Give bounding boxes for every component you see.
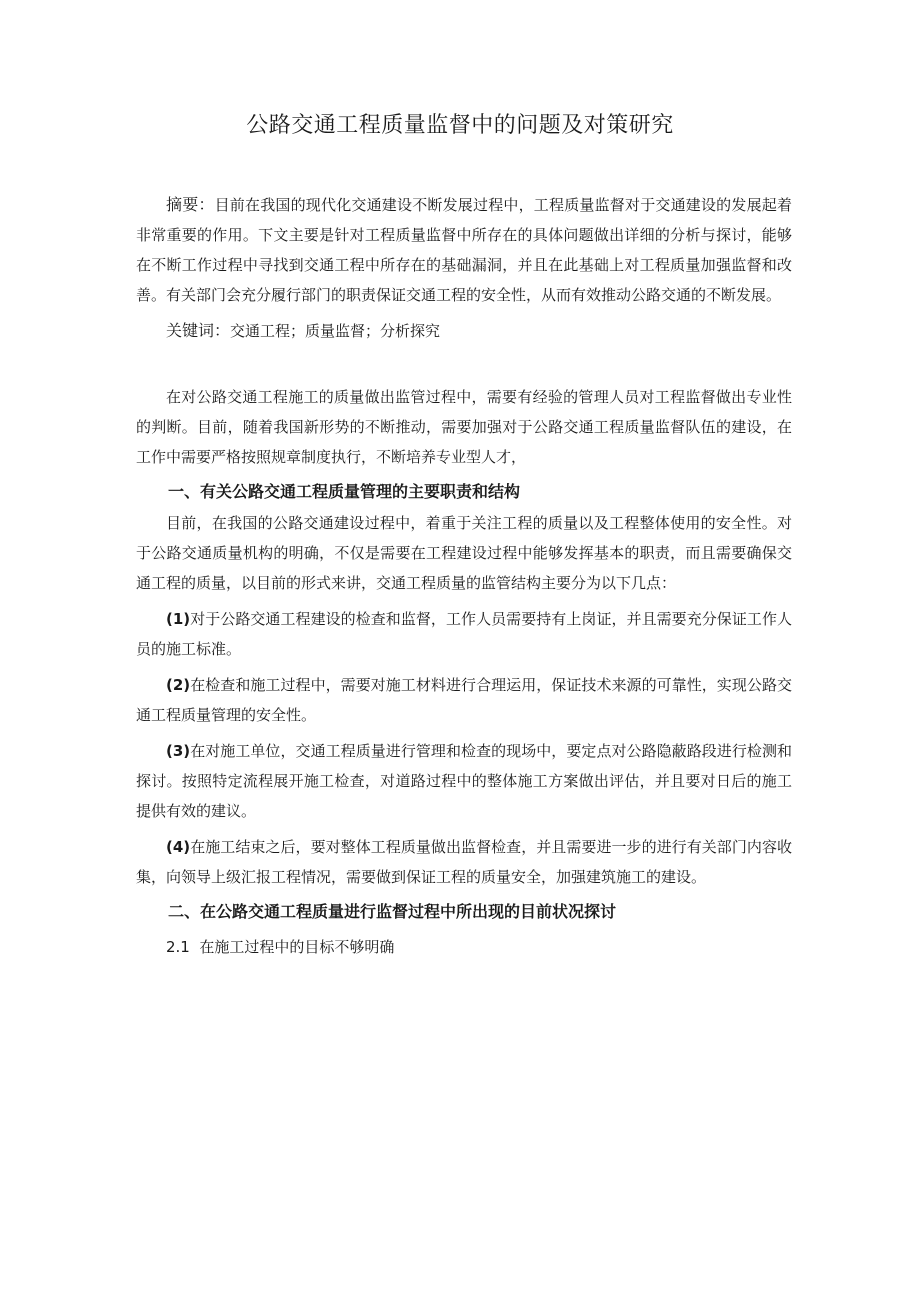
list-item-1 [136,604,792,664]
spacer [136,346,792,382]
list-item-3 [136,736,792,826]
intro-paragraph: 在对公路交通工程施工的质量做出监管过程中，需要有经验的管理人员对工程监督做出专业性的判断。目前，随着我国新形势的不断推动，需要加强对于公路交通工程质量监督队伍的建设，在工作中需要严格按照规章制度执行，不断培养专业型人才， [136,388,792,466]
list-item-number: (3) [166,742,191,760]
list-item-number: (1) [166,610,191,628]
document-title: 公路交通工程质量监督中的问题及对策研究 [246,113,674,138]
abstract-text: 目前在我国的现代化交通建设不断发展过程中，工程质量监督对于交通建设的发展起着非常重要的作用。下文主要是针对工程质量监督中所存在的具体问题做出详细的分析与探讨，能够在不断工作过程中寻找到交通工程中所存在的基础漏洞，并且在此基础上对工程质量加强监督和改善。有关部门会充分履行部门的职责保证交通工程的安全性，从而有效推动公路交通的不断发展。 [136,196,792,304]
list-item-text: 对于公路交通工程建设的检查和监督，工作人员需要持有上岗证，并且需要充分保证工作人员的施工标准。 [136,610,792,658]
list-item-number: (4) [166,838,191,856]
section-1-paragraph: 目前，在我国的公路交通建设过程中，着重于关注工程的质量以及工程整体使用的安全性。对于公路交通质量机构的明确，不仅是需要在工程建设过程中能够发挥基本的职责，而且需要确保交通工程的质量，以目前的形式来讲，交通工程质量的监管结构主要分为以下几点： [136,514,792,592]
section-1-heading: 一、有关公路交通工程质量管理的主要职责和结构 [168,482,521,501]
list-item-text: 在对施工单位，交通工程质量进行管理和检查的现场中，要定点对公路隐蔽路段进行检测和探讨。按照特定流程展开施工检查，对道路过程中的整体施工方案做出评估，并且要对日后的施工提供有效的建议。 [136,742,792,820]
list-item-2 [136,670,792,730]
subsection-number: 2.1 [166,938,190,956]
keywords-paragraph [136,316,792,346]
list-item-4 [136,832,792,892]
abstract-label: 摘要： [166,195,215,214]
subsection-2-1 [136,932,792,962]
list-item-text: 在检查和施工过程中，需要对施工材料进行合理运用，保证技术来源的可靠性，实现公路交通工程质量管理的安全性。 [136,676,792,724]
document-body [136,190,792,962]
subsection-title: 在施工过程中的目标不够明确 [199,938,395,956]
section-2-heading: 二、在公路交通工程质量进行监督过程中所出现的目前状况探讨 [168,902,617,921]
list-item-number: (2) [166,676,191,694]
keywords-label: 关键词： [166,321,231,340]
abstract-paragraph [136,190,792,310]
keywords-text: 交通工程；质量监督；分析探究 [230,322,441,340]
list-item-text: 在施工结束之后，要对整体工程质量做出监督检查，并且需要进一步的进行有关部门内容收集，向领导上级汇报工程情况，需要做到保证工程的质量安全，加强建筑施工的建设。 [136,838,792,886]
